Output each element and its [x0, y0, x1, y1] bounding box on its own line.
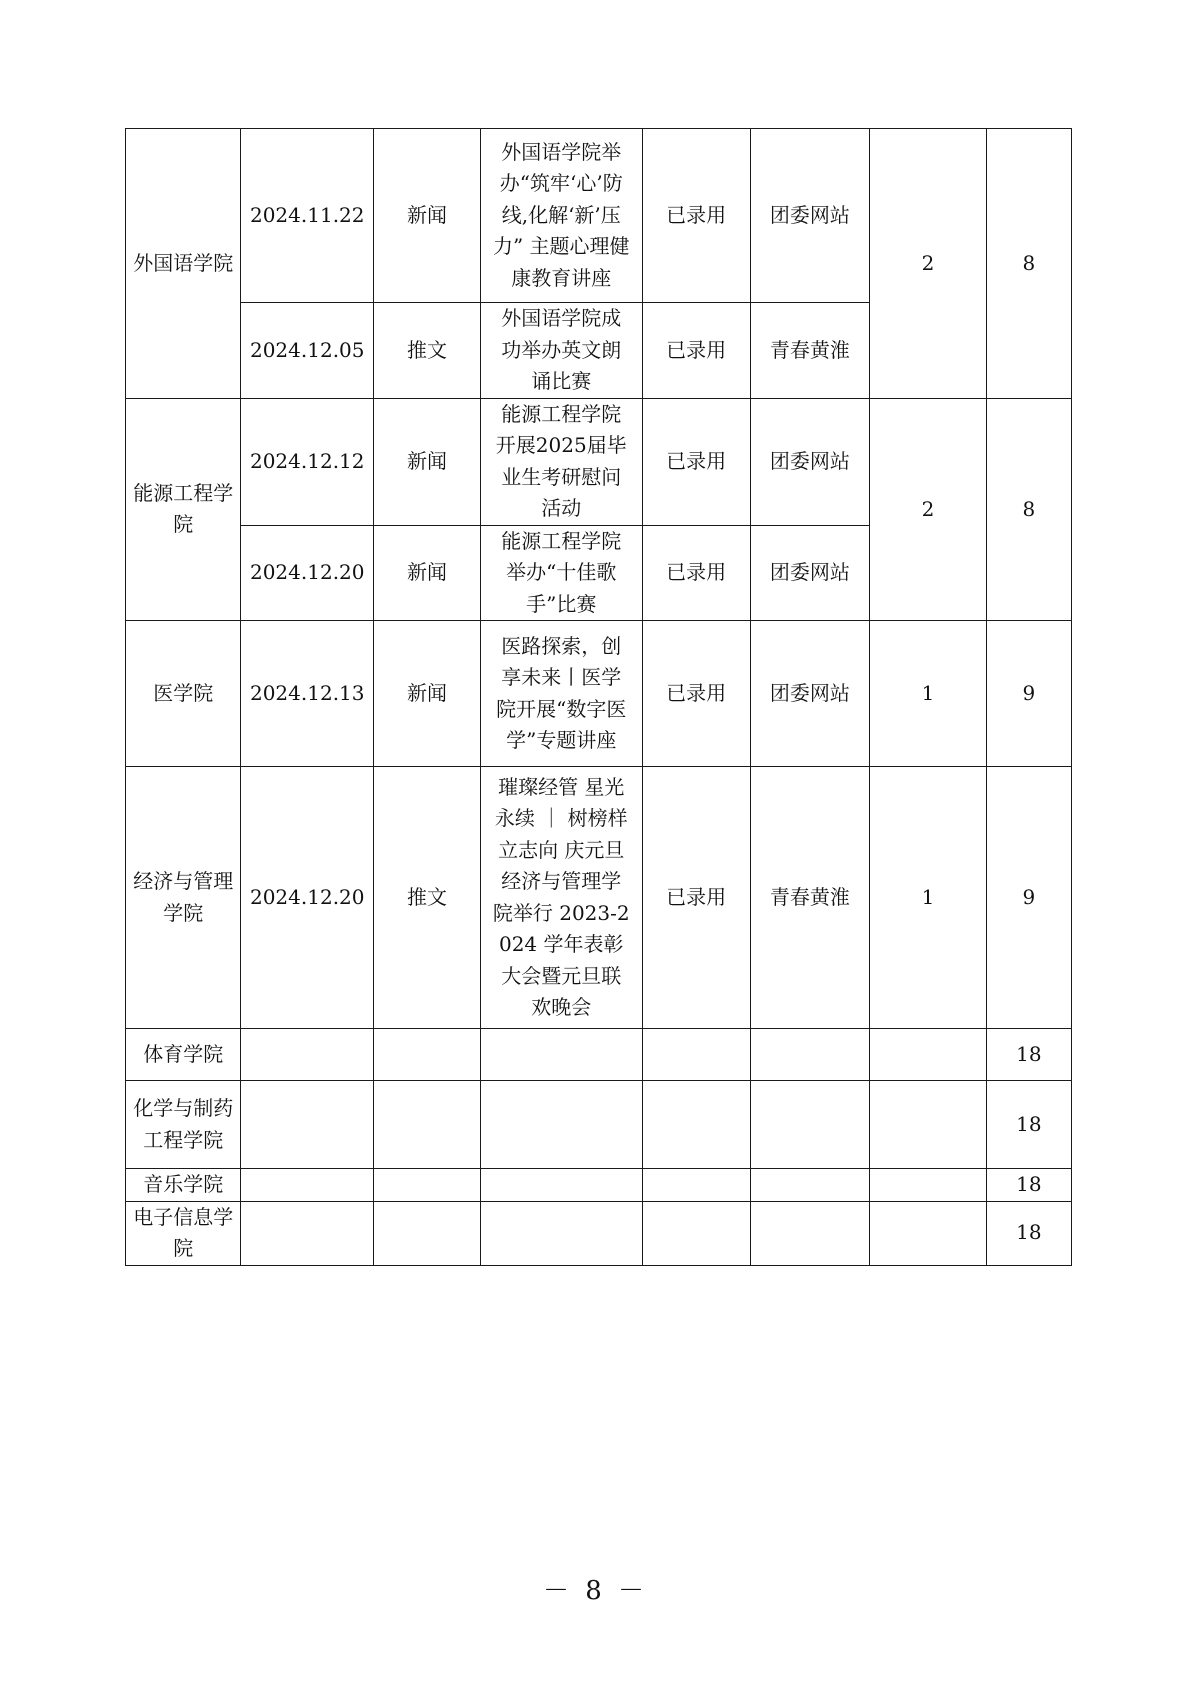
- platform-cell: 团委网站: [750, 621, 870, 767]
- college-cell: 化学与制药工程学院: [126, 1081, 241, 1169]
- date-cell: 2024.12.20: [241, 525, 374, 621]
- college-cell: 外国语学院: [126, 129, 241, 399]
- type-cell: 新闻: [374, 129, 481, 303]
- status-cell: 已录用: [642, 303, 750, 399]
- type-cell: [374, 1029, 481, 1081]
- platform-cell: [750, 1029, 870, 1081]
- date-cell: 2024.12.13: [241, 621, 374, 767]
- title-cell: 医路探索，创享未来丨医学院开展“数字医学”专题讲座: [480, 621, 642, 767]
- type-cell: 新闻: [374, 621, 481, 767]
- table-row: [126, 1201, 1072, 1265]
- date-cell: 2024.12.05: [241, 303, 374, 399]
- status-cell: [642, 1201, 750, 1265]
- type-cell: 新闻: [374, 398, 481, 525]
- count-cell: 2: [870, 398, 986, 621]
- status-cell: 已录用: [642, 525, 750, 621]
- platform-cell: 团委网站: [750, 129, 870, 303]
- platform-cell: 团委网站: [750, 398, 870, 525]
- college-cell: 经济与管理学院: [126, 767, 241, 1029]
- table-row: [126, 1081, 1072, 1169]
- table-row: [126, 1029, 1072, 1081]
- rank-cell: 18: [986, 1169, 1071, 1202]
- rank-cell: 9: [986, 621, 1071, 767]
- rank-cell: 9: [986, 767, 1071, 1029]
- rank-cell: 18: [986, 1201, 1071, 1265]
- table-row: [126, 767, 1072, 1029]
- date-cell: [241, 1081, 374, 1169]
- date-cell: 2024.12.12: [241, 398, 374, 525]
- status-cell: 已录用: [642, 129, 750, 303]
- platform-cell: [750, 1201, 870, 1265]
- rank-cell: 8: [986, 398, 1071, 621]
- status-cell: [642, 1029, 750, 1081]
- title-cell: [480, 1201, 642, 1265]
- rank-cell: 18: [986, 1081, 1071, 1169]
- platform-cell: 青春黄淮: [750, 303, 870, 399]
- table-row: [126, 129, 1072, 303]
- table-row: [126, 1169, 1072, 1202]
- platform-cell: 团委网站: [750, 525, 870, 621]
- title-cell: [480, 1081, 642, 1169]
- count-cell: 1: [870, 767, 986, 1029]
- table-row: [126, 621, 1072, 767]
- count-cell: [870, 1169, 986, 1202]
- type-cell: [374, 1169, 481, 1202]
- title-cell: 外国语学院成功举办英文朗诵比赛: [480, 303, 642, 399]
- count-cell: [870, 1029, 986, 1081]
- status-cell: 已录用: [642, 767, 750, 1029]
- status-cell: [642, 1081, 750, 1169]
- date-cell: 2024.11.22: [241, 129, 374, 303]
- platform-cell: 青春黄淮: [750, 767, 870, 1029]
- college-cell: 医学院: [126, 621, 241, 767]
- status-cell: [642, 1169, 750, 1202]
- rank-cell: 18: [986, 1029, 1071, 1081]
- type-cell: 推文: [374, 767, 481, 1029]
- platform-cell: [750, 1169, 870, 1202]
- college-cell: 音乐学院: [126, 1169, 241, 1202]
- count-cell: 2: [870, 129, 986, 399]
- type-cell: [374, 1201, 481, 1265]
- college-cell: 体育学院: [126, 1029, 241, 1081]
- title-cell: 能源工程学院开展2025届毕业生考研慰问活动: [480, 398, 642, 525]
- date-cell: [241, 1169, 374, 1202]
- title-cell: 璀璨经管 星光永续 ｜ 树榜样 立志向 庆元旦 经济与管理学院举行 2023-2024 学年表彰大会暨元旦联欢晚会: [480, 767, 642, 1029]
- date-cell: [241, 1201, 374, 1265]
- date-cell: 2024.12.20: [241, 767, 374, 1029]
- type-cell: 推文: [374, 303, 481, 399]
- table-row: [126, 398, 1072, 525]
- count-cell: 1: [870, 621, 986, 767]
- date-cell: [241, 1029, 374, 1081]
- page-number: － 8 －: [542, 1576, 649, 1606]
- platform-cell: [750, 1081, 870, 1169]
- college-cell: 电子信息学院: [126, 1201, 241, 1265]
- type-cell: [374, 1081, 481, 1169]
- title-cell: 能源工程学院举办“十佳歌手”比赛: [480, 525, 642, 621]
- status-cell: 已录用: [642, 398, 750, 525]
- count-cell: [870, 1201, 986, 1265]
- college-cell: 能源工程学院: [126, 398, 241, 621]
- type-cell: 新闻: [374, 525, 481, 621]
- count-cell: [870, 1081, 986, 1169]
- title-cell: 外国语学院举办“筑牢‘心’防线,化解‘新’压力” 主题心理健康教育讲座: [480, 129, 642, 303]
- status-cell: 已录用: [642, 621, 750, 767]
- title-cell: [480, 1169, 642, 1202]
- title-cell: [480, 1029, 642, 1081]
- submission-table: [125, 128, 1072, 1266]
- rank-cell: 8: [986, 129, 1071, 399]
